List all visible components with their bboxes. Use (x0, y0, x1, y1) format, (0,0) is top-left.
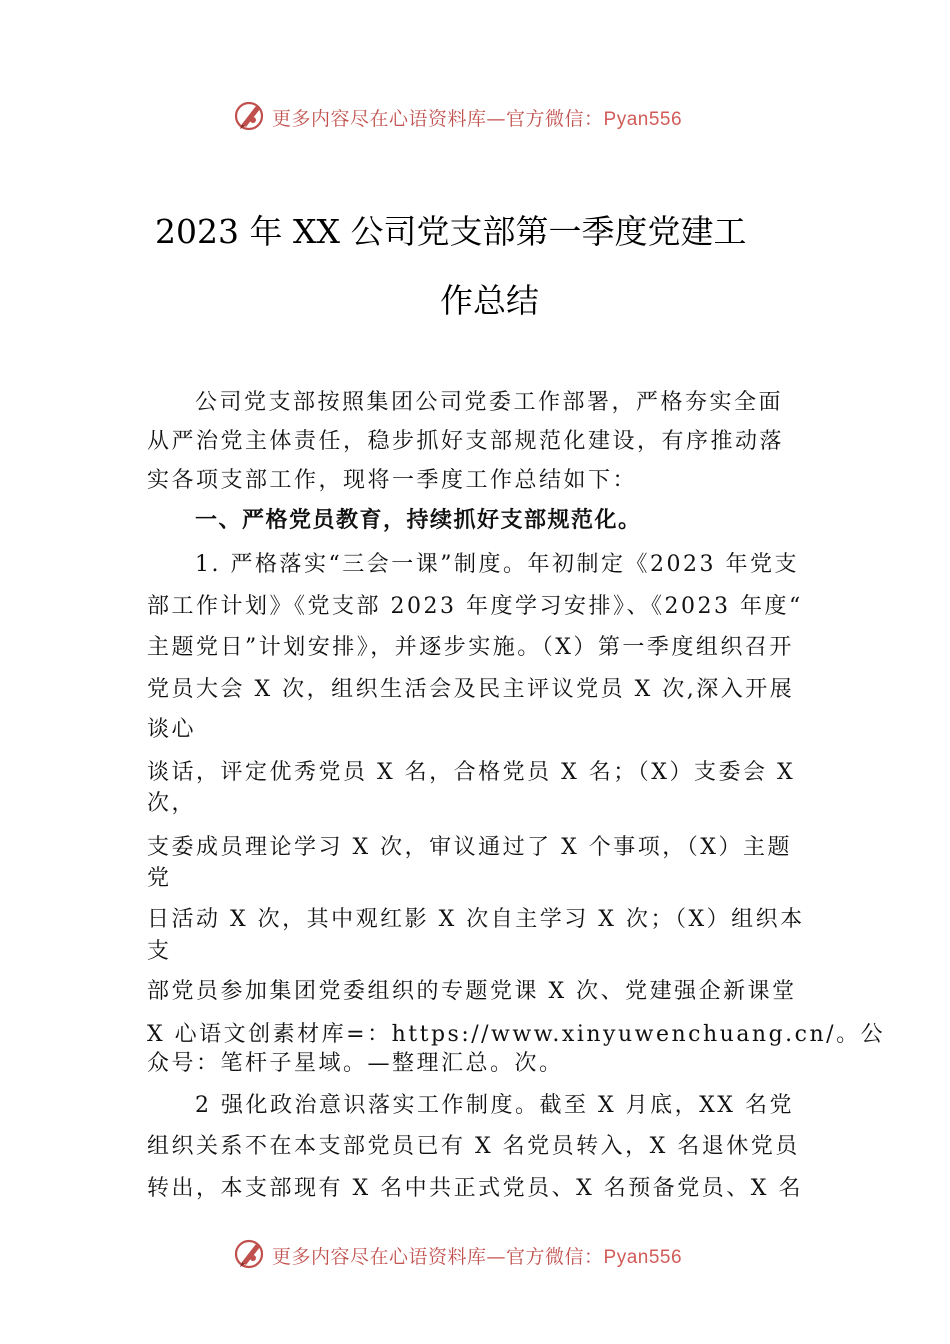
document-title-line-1: 2023 年 XX 公司党支部第一季度党建工 (155, 212, 747, 251)
body-line: 2 强化政治意识落实工作制度。截至 X 月底，XX 名党 (195, 1093, 794, 1118)
watermark-banner-bottom (232, 1234, 732, 1274)
section-heading: 一、严格党员教育，持续抓好支部规范化。 (195, 508, 642, 533)
body-line: 众号：笔杆子星域。—整理汇总。次。 (147, 1051, 564, 1076)
body-line: 支 (147, 939, 172, 964)
body-line: 转出，本支部现有 X 名中共正式党员、X 名预备党员、X 名 (147, 1176, 803, 1201)
body-line: 支委成员理论学习 X 次，审议通过了 X 个事项，（X）主题 (147, 835, 792, 860)
body-line: 实各项支部工作，现将一季度工作总结如下： (147, 468, 638, 493)
watermark-text: 更多内容尽在心语资料库—官方微信：Pyan556 (272, 1246, 683, 1268)
pen-seal-icon (232, 98, 268, 134)
body-line: 次， (147, 791, 197, 816)
body-line: 从严治党主体责任，稳步抓好支部规范化建设，有序推动落 (147, 429, 785, 454)
document-title-line-2: 作总结 (440, 281, 539, 320)
body-line: 部党员参加集团党委组织的专题党课 X 次、党建强企新课堂 (147, 979, 797, 1004)
body-line: 党员大会 X 次，组织生活会及民主评议党员 X 次,深入开展 (147, 677, 795, 702)
body-line: 主题党日”计划安排》，并逐步实施。（X）第一季度组织召开 (147, 635, 794, 660)
body-line: 部工作计划》《党支部 2023 年度学习安排》、《2023 年度“ (147, 594, 803, 619)
body-line: 1. 严格落实“三会一课”制度。年初制定《2023 年党支 (195, 552, 799, 577)
body-line: 公司党支部按照集团公司党委工作部署，严格夯实全面 (195, 390, 784, 415)
body-line: 日活动 X 次，其中观红影 X 次自主学习 X 次；（X）组织本 (147, 907, 805, 932)
body-line: 党 (147, 866, 172, 891)
body-line: 组织关系不在本支部党员已有 X 名党员转入，X 名退休党员 (147, 1134, 800, 1159)
watermark-text: 更多内容尽在心语资料库—官方微信：Pyan556 (272, 108, 683, 130)
wechat-id: Pyan556 (603, 109, 683, 130)
body-line: X 心语文创素材库=：https://www.xinyuwenchuang.cn/。公 (147, 1022, 886, 1047)
wechat-id: Pyan556 (603, 1247, 683, 1268)
pen-seal-icon (232, 1236, 268, 1272)
body-line: 谈心 (147, 717, 197, 742)
watermark-banner-top (232, 96, 732, 136)
body-line: 谈话，评定优秀党员 X 名，合格党员 X 名；（X）支委会 X (147, 760, 796, 785)
